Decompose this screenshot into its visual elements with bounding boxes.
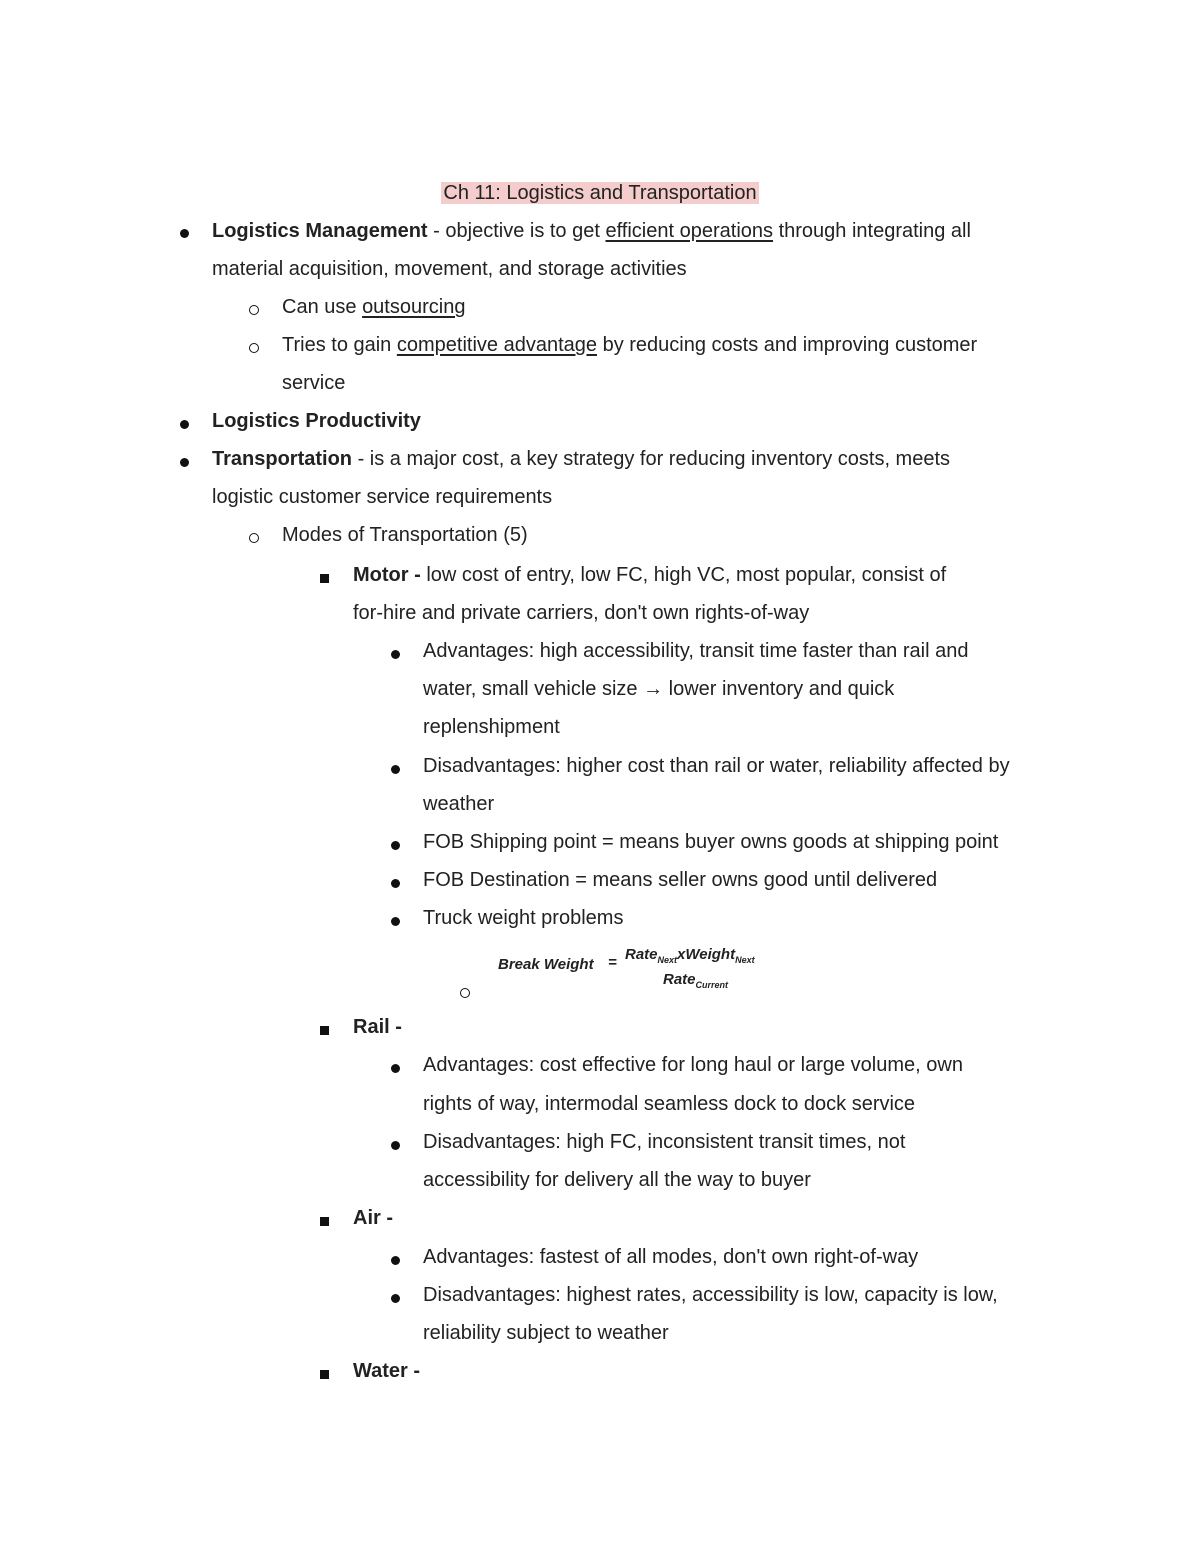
- bullet-dot-icon: [385, 1137, 405, 1155]
- formula-equals: =: [608, 954, 617, 971]
- list-item-air-disadvantages: Disadvantages: highest rates, accessibility is low, capacity is low,: [423, 1284, 998, 1306]
- formula-lhs: Break Weight: [498, 956, 594, 973]
- bullet-dot-icon: [385, 1290, 405, 1308]
- list-item-modes: Modes of Transportation (5): [282, 524, 528, 546]
- list-item-motor-advantages: Advantages: high accessibility, transit time faster than rail and: [423, 640, 969, 662]
- bullet-dot-icon: [385, 837, 405, 855]
- formula-denominator: Rate$_{Current}$: [663, 971, 729, 990]
- bullet-dot-icon: [174, 225, 194, 243]
- list-item-air-advantages: Advantages: fastest of all modes, don't own right-of-way: [423, 1246, 919, 1268]
- list-item-competitive-advantage: Tries to gain competitive advantage by reducing costs and improving customer: [282, 334, 978, 356]
- list-item-continuation: accessibility for delivery all the way to buyer: [423, 1169, 811, 1191]
- list-item-rail-disadvantages: Disadvantages: high FC, inconsistent transit times, not: [423, 1131, 906, 1153]
- bullet-dot-icon: [385, 646, 405, 664]
- list-item-continuation: service: [282, 372, 346, 394]
- title-text: Ch 11: Logistics and Transportation: [443, 182, 757, 204]
- bullet-square-icon: [314, 1022, 334, 1040]
- list-item-continuation: rights of way, intermodal seamless dock to dock service: [423, 1093, 916, 1115]
- break-weight-formula: [495, 940, 795, 995]
- list-item-logistics-management: Logistics Management - objective is to get efficient operations through integrating all: [212, 220, 971, 242]
- list-item-continuation: weather: [423, 793, 495, 815]
- list-item-continuation: water, small vehicle size → lower inventory and quick: [423, 678, 895, 700]
- list-item-continuation: for-hire and private carriers, don't own rights-of-way: [353, 602, 810, 624]
- bullet-dot-icon: [385, 875, 405, 893]
- formula-numerator: Rate$_{Next}$xWeight$_{Next}$: [625, 946, 755, 965]
- list-item-rail: Rail -: [353, 1016, 402, 1038]
- bullet-circle-icon: [244, 302, 264, 320]
- bullet-dot-icon: [385, 761, 405, 779]
- bullet-square-icon: [314, 1213, 334, 1231]
- list-item-fob-destination: FOB Destination = means seller owns good until delivered: [423, 869, 938, 891]
- bullet-circle-icon: [244, 340, 264, 358]
- list-item-transportation: Transportation - is a major cost, a key strategy for reducing inventory costs, meets: [212, 448, 951, 470]
- list-item-motor: Motor - low cost of entry, low FC, high VC, most popular, consist of: [353, 564, 947, 586]
- list-item-motor-disadvantages: Disadvantages: higher cost than rail or water, reliability affected by: [423, 755, 1010, 777]
- bullet-circle-icon: [244, 530, 264, 548]
- list-item-continuation: material acquisition, movement, and storage activities: [212, 258, 687, 280]
- list-item-fob-shipping: FOB Shipping point = means buyer owns goods at shipping point: [423, 831, 999, 853]
- list-item-water: Water -: [353, 1360, 421, 1382]
- list-item-continuation: reliability subject to weather: [423, 1322, 669, 1344]
- list-item-outsourcing: Can use outsourcing: [282, 296, 466, 318]
- list-item-rail-advantages: Advantages: cost effective for long haul or large volume, own: [423, 1054, 963, 1076]
- list-item-air: Air -: [353, 1207, 393, 1229]
- bullet-square-icon: [314, 570, 334, 588]
- list-item-truck-weight: Truck weight problems: [423, 907, 624, 929]
- bullet-circle-icon: [455, 985, 475, 1003]
- page-title: [0, 178, 1200, 208]
- list-item-continuation: replenshipment: [423, 716, 560, 738]
- list-item-logistics-productivity: Logistics Productivity: [212, 410, 421, 432]
- bullet-square-icon: [314, 1366, 334, 1384]
- bullet-dot-icon: [385, 913, 405, 931]
- list-item-continuation: logistic customer service requirements: [212, 486, 553, 508]
- bullet-dot-icon: [385, 1060, 405, 1078]
- bullet-dot-icon: [385, 1252, 405, 1270]
- bullet-dot-icon: [174, 416, 194, 434]
- bullet-dot-icon: [174, 454, 194, 472]
